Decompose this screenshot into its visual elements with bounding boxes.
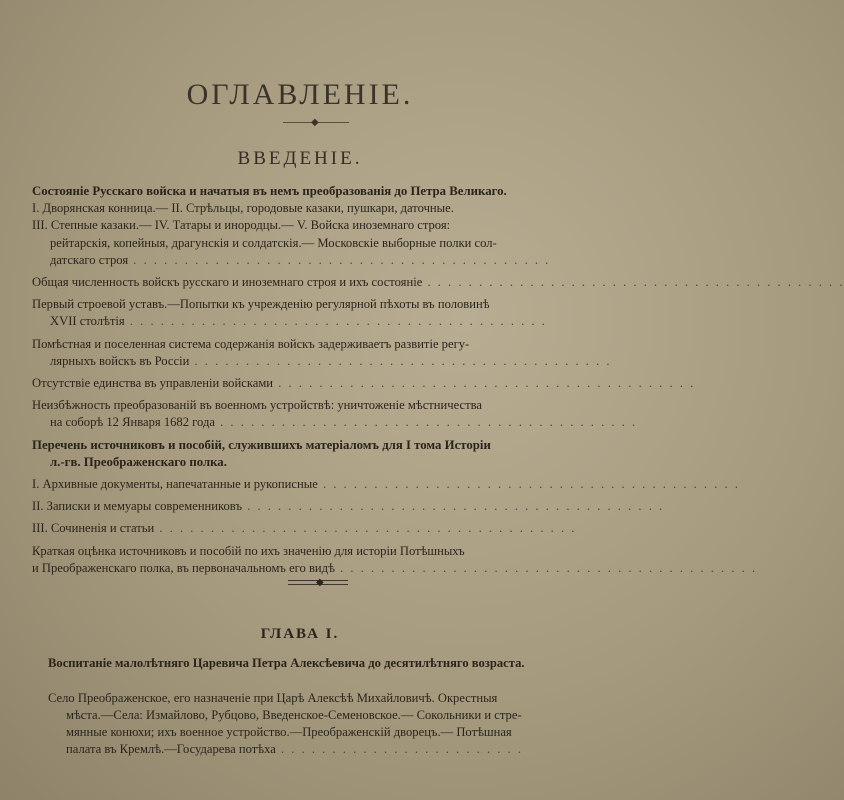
leader-dots: . . . . . . . . . . . . . . . . . . . . . . . . . . . . . . . . . . . . . . . . . [154,521,577,536]
chapter-summary [48,690,578,758]
toc-entry [32,437,564,454]
toc-entry [32,520,577,537]
toc-entry-text: Первый строевой уставъ.—Попытки къ учрежденію регулярной пѣхоты въ половинѣ [32,297,490,312]
chapter-summary-line: мѣста.—Села: Измайлово, Рубцово, Введенское-Семеновское.— Сокольники и стре- [66,708,522,722]
toc-entry-text: I. Дворянская конница.— II. Стрѣльцы, городовые казаки, пушкари, даточные. [32,201,454,216]
toc-entry [32,274,844,291]
toc-entry-text: лярныхъ войскъ въ Россіи [50,353,190,368]
toc-entry [32,454,564,471]
leader-dots: . . . . . . . . . . . . . . . . . . . . . . . . . . . . . . . . . . . . . . . . . [214,415,638,430]
section-heading-intro: ВВЕДЕНІЕ. [237,148,363,169]
toc-entry-text: II. Записки и мемуары современниковъ [32,499,242,514]
toc-entry-text: на соборѣ 12 Января 1682 года [50,415,215,430]
toc-entry-text: III. Степные казаки.— IV. Татары и инородцы.— V. Войска иноземнаго строя: [32,218,451,233]
leader-dots: . . . . . . . . . . . . . . . . . . . . . . . . . . . . . . . . . . . . . . . . . [422,275,844,290]
toc-entry [32,252,564,269]
toc-entry-text: III. Сочиненія и статьи [32,521,155,536]
toc-entry-text: датскаго строя [50,252,129,267]
toc-entry [32,235,564,252]
leader-dots: . . . . . . . . . . . . . . . . . . . . . . . . . . . . . . . . . . . . . . . . . [128,252,551,267]
toc-entry-text: рейтарскія, копейныя, драгунскія и солдатскія.— Московскіе выборные полки сол- [50,235,497,250]
table-of-contents [32,183,844,577]
toc-entry [32,353,612,370]
page-title: ОГЛАВЛЕНІЕ. [186,78,414,111]
leader-dots: . . . . . . . . . . . . . . . . . . . . . . . . . . . . . . . . . . . . . . . . . [334,560,758,575]
toc-entry-text: Состояніе Русскаго войска и начатыя въ немъ преобразованія до Петра Великаго. [32,184,507,198]
toc-entry [32,183,564,200]
toc-entry [32,313,564,330]
toc-entry-text: и Преображенскаго полка, въ первоначальномъ его видѣ [32,560,335,575]
leader-dots: . . . . . . . . . . . . . . . . . . . . . . . . . . . . . . . . . . . . . . . . . [273,376,696,391]
leader-dots: . . . . . . . . . . . . . . . . . . . . . . . . . . . . . . . . . . . . . . . . . [189,353,612,368]
chapter-subtitle: Воспитаніе малолѣтняго Царевича Петра Алексѣевича до десятилѣтняго возраста. [48,656,525,670]
toc-entry [32,397,564,414]
chapter-summary-line: мянные конюхи; ихъ военное устройство.—Преображенскій дворецъ.— Потѣшная [66,725,512,739]
toc-entry [32,476,740,493]
chapter-summary-line: Село Преображенское, его назначеніе при Царѣ Алексѣѣ Михайловичѣ. Окрестныя [48,691,498,705]
toc-entry [32,296,564,313]
title-rule-ornament: ◆ [311,117,319,128]
leader-dots: . . . . . . . . . . . . . . . . . . . . . . . . . . . . . . . . . . . . . . . . . [124,314,547,329]
toc-entry [32,560,758,577]
toc-entry-text: Краткая оцѣнка источниковъ и пособій по ихъ значенію для исторіи Потѣшныхъ [32,543,465,558]
toc-entry-text: Отсутствіе единства въ управленіи войсками [32,376,274,391]
toc-entry [32,375,696,392]
chapter-heading: ГЛАВА I. [260,626,340,642]
toc-entry-text: Неизбѣжность преобразованій въ военномъ устройствѣ: уничтоженіе мѣстничества [32,398,482,413]
toc-entry-text: XVII столѣтія [50,314,125,329]
toc-entry [32,414,638,431]
chapter-summary-line: палата въ Кремлѣ.—Государева потѣха . . . . . . . . . . . . . . . . . . . . . . . . [66,742,523,756]
leader-dots: . . . . . . . . . . . . . . . . . . . . . . . . . . . . . . . . . . . . . . . . . [317,477,740,492]
toc-entry [32,543,564,560]
leader-dots: . . . . . . . . . . . . . . . . . . . . . . . . [275,742,523,756]
toc-entry [32,200,564,217]
toc-entry-text: Перечень источниковъ и пособій, служившихъ матеріаломъ для I тома Исторіи [32,437,491,452]
toc-entry-text: л.-гв. Преображенскаго полка. [50,454,227,469]
toc-entry-text: Помѣстная и поселенная система содержанія войскъ задерживаетъ развитіе регу- [32,336,470,351]
leader-dots: . . . . . . . . . . . . . . . . . . . . . . . . . . . . . . . . . . . . . . . . . [241,499,665,514]
toc-entry [32,498,665,515]
toc-entry-text: Общая численность войскъ русскаго и иноземнаго строя и ихъ состояніе [32,275,423,290]
divider-ornament: ◆ [316,577,324,588]
toc-entry-text: I. Архивные документы, напечатанные и рукописные [32,477,318,492]
toc-entry [32,336,564,353]
toc-entry [32,217,564,234]
